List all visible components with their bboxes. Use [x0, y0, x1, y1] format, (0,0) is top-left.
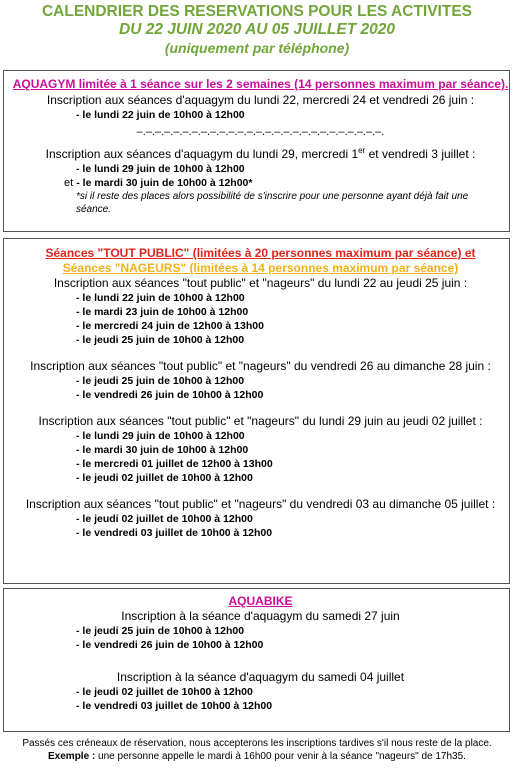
aquabike-group-line: - le jeudi 02 juillet de 10h00 à 12h00	[76, 686, 253, 698]
aquagym-week2-line1: - le lundi 29 juin de 10h00 à 12h00	[76, 163, 245, 175]
document-header	[0, 0, 514, 57]
header-title: CALENDRIER DES RESERVATIONS POUR LES ACTIVITES	[41, 3, 473, 20]
separator: –.–.–.–.–.–.–.–.–.–.–.–.–.–.–.–.–.–.–.–.–.–.–.–.–.–.–.	[136, 126, 385, 138]
aquagym-note: *si il reste des places alors possibilité de s'inscrire pour une personne ayant déjà fait une séance.	[76, 191, 469, 215]
aquagym-week2-line2: et - le mardi 30 juin de 10h00 à 12h00*	[64, 177, 253, 189]
footer	[0, 737, 514, 763]
public-group-line: - le lundi 29 juin de 10h00 à 12h00	[76, 430, 245, 442]
header-dates: DU 22 JUIN 2020 AU 05 JUILLET 2020	[119, 21, 395, 38]
public-group-line: - le mercredi 24 juin de 12h00 à 13h00	[76, 320, 264, 332]
public-section	[3, 238, 510, 584]
public-group-intro: Inscription aux séances "tout public" et "nageurs" du vendredi 03 au dimanche 05 juillet :	[25, 497, 496, 511]
public-group-line: - le mercredi 01 juillet de 12h00 à 13h00	[76, 458, 273, 470]
public-group-intro: Inscription aux séances "tout public" et "nageurs" du lundi 29 juin au jeudi 02 juillet :	[38, 414, 483, 428]
public-group-line: - le jeudi 02 juillet de 10h00 à 12h00	[76, 472, 253, 484]
public-group-intro: Inscription aux séances "tout public" et "nageurs" du lundi 22 au jeudi 25 juin :	[53, 276, 468, 290]
footer-line1: Passés ces créneaux de réservation, nous accepterons les inscriptions tardives s'il nous reste de la place.	[22, 738, 492, 749]
aquabike-section	[3, 588, 510, 732]
public-group-line: - le jeudi 02 juillet de 10h00 à 12h00	[76, 513, 253, 525]
public-group-3	[12, 414, 509, 485]
public-group-line: - le jeudi 25 juin de 10h00 à 12h00	[76, 334, 245, 346]
aquagym-week1-intro: Inscription aux séances d'aquagym du lundi 22, mercredi 24 et vendredi 26 juin :	[46, 93, 475, 107]
aquabike-group-line: - le vendredi 03 juillet de 10h00 à 12h00	[76, 700, 273, 712]
public-group-4	[12, 497, 509, 540]
header-subtitle: (uniquement par téléphone)	[164, 40, 350, 56]
aquabike-group-intro: Inscription à la séance d'aquagym du samedi 04 juillet	[116, 670, 405, 684]
public-group-line: - le mardi 30 juin de 10h00 à 12h00	[76, 444, 249, 456]
public-group-line: - le mardi 23 juin de 10h00 à 12h00	[76, 306, 249, 318]
example-text: une personne appelle le mardi à 16h00 pour venir à la séance "nageurs" de 17h35.	[95, 751, 466, 762]
aquagym-week2-intro: Inscription aux séances d'aquagym du lundi 29, mercredi 1er et vendredi 3 juillet :	[45, 146, 476, 161]
aquabike-group-line: - le jeudi 25 juin de 10h00 à 12h00	[76, 625, 245, 637]
public-group-1	[12, 276, 509, 347]
aquagym-title: AQUAGYM limitée à 1 séance sur les 2 semaines (14 personnes maximum par séance).	[12, 77, 509, 91]
public-group-line: - le jeudi 25 juin de 10h00 à 12h00	[76, 375, 245, 387]
aquabike-group-1	[12, 609, 509, 652]
public-group-line: - le vendredi 26 juin de 10h00 à 12h00	[76, 389, 264, 401]
aquagym-section	[3, 70, 510, 232]
public-group-line: - le lundi 22 juin de 10h00 à 12h00	[76, 292, 245, 304]
aquabike-group-2	[12, 670, 509, 713]
aquabike-title: AQUABIKE	[228, 594, 293, 608]
public-title: Séances "TOUT PUBLIC" (limitées à 20 personnes maximum par séance) et	[45, 246, 476, 260]
public-group-2	[12, 359, 509, 402]
public-group-line: - le vendredi 03 juillet de 10h00 à 12h00	[76, 527, 273, 539]
example-label: Exemple :	[48, 751, 96, 762]
nageurs-title: Séances "NAGEURS" (limitées à 14 personnes maximum par séance)	[62, 261, 459, 275]
public-group-intro: Inscription aux séances "tout public" et "nageurs" du vendredi 26 au dimanche 28 juin :	[30, 359, 491, 373]
footer-example	[0, 750, 514, 763]
aquagym-week1-line: - le lundi 22 juin de 10h00 à 12h00	[76, 109, 245, 121]
aquabike-group-line: - le vendredi 26 juin de 10h00 à 12h00	[76, 639, 264, 651]
aquabike-group-intro: Inscription à la séance d'aquagym du samedi 27 juin	[121, 609, 400, 623]
